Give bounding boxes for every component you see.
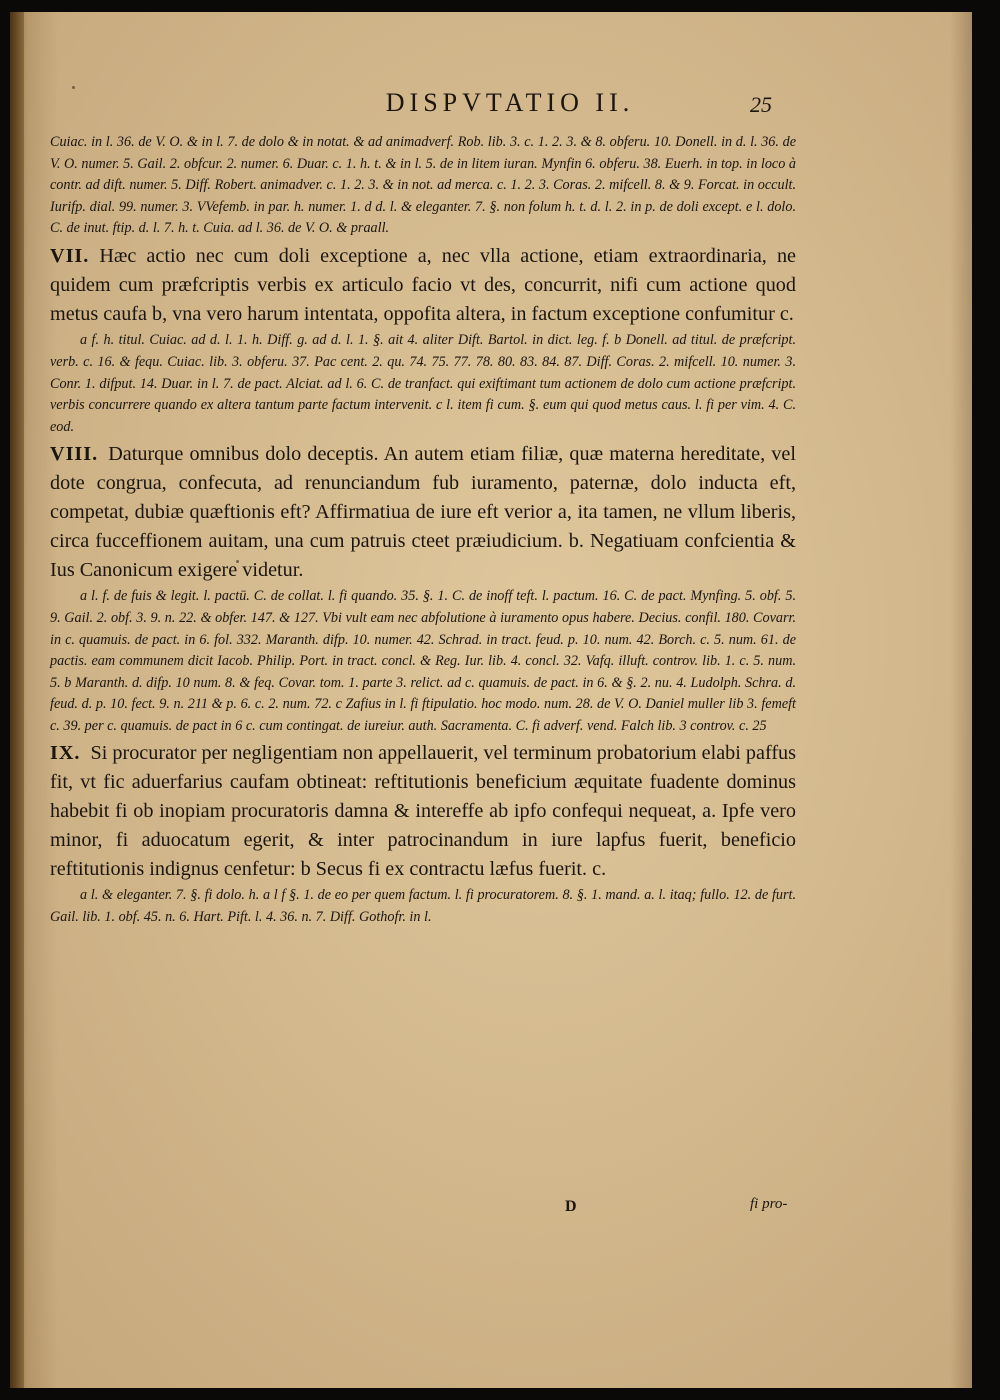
footnote-block: a l. & eleganter. 7. §. fi dolo. h. a l f §. 1. de eo per quem factum. l. fi procuratorem. 8. §. 1. mand. a. l. itaq; fullo. 12. de furt. Gail. lib. 1. obf. 45. n. 6. Hart. Pift. l. 4. 36. n. 7. Diff. Gothofr. in l. <box>50 887 796 926</box>
section-paragraph <box>50 739 796 883</box>
footnote-block: a l. f. de fuis & legit. l. pactū. C. de collat. l. fi quando. 35. §. 1. C. de inoff teft. l. pactum. 16. C. de pact. Mynfing. 5. obf. 5. 9. Gail. 2. obf. 3. 9. n. 22. & obfer. 147. & 127. Vbi vult eam nec abfolutione à iuramento opus habere. Decius. confil. 180. Covarr. in c. quamuis. de pact. in 6. fol. 332. Maranth. difp. 10. numer. 42. Schrad. in tract. feud. p. 10. num. 42. Borch. c. 5. num. 61. de pactis. eam communem dicit Iacob. Philip. Port. in tract. concl. & Reg. Iur. lib. 4. concl. 32. Vafq. illuft. controv. lib. 1. c. 5. num. 5. b Maranth. d. difp. 10 num. 8. & feq. Covar. tom. 1. parte 3. relict. ad c. quamuis. de pact. in 6. & §. 2. nu. 4. Ludolph. Schra. d. feud. d. p. 10. fect. 9. n. 211 & p. 6. c. 2. num. 72. c Zafius in l. fi ftipulatio. hoc modo. num. 28. de V. O. Daniel muller lib 3. femeft c. 39. per c. quamuis. de pact in 6 c. cum contingat. de iureiur. auth. Sacramenta. C. fi adverf. vend. Falch lib. 3 controv. c. 25 <box>50 588 796 734</box>
section-number: VII. <box>50 244 90 267</box>
page-gutter <box>10 12 24 1388</box>
footnote-block: Cuiac. in l. 36. de V. O. & in l. 7. de dolo & in notat. & ad animadverf. Rob. lib. 3. c. 1. 2. 3. & 8. obferu. 10. Donell. in d. l. 36. de V. O. numer. 5. Gail. 2. obfcur. 2. numer. 6. Duar. c. 1. h. t. & in l. 5. de in litem iuran. Mynfin 6. obferu. 38. Euerh. in top. in loco à contr. ad dift. numer. 5. Diff. Robert. animadver. c. 1. 2. 3. & in not. ad merca. c. 1. 2. 3. Coras. 2. mifcell. 8. & 9. Forcat. in occult. Iurifp. dial. 99. numer. 3. VVefemb. in par. h. numer. 1. d d. l. & eleganter. 7. §. non folum h. t. d. l. 2. in p. de doli except. e l. dolo. C. de inut. ftip. d. l. 7. h. t. Cuia. ad l. 36. de V. O. & praall. <box>50 134 796 237</box>
signature-mark: D <box>565 1198 577 1215</box>
section-text: Si procurator per negligentiam non appellauerit, vel terminum probatorium elabi paffus fit, vt fic aduerfarius caufam obtineat: reftitutionis beneficium æquitate fuadente dominus habebit fi ob inopiam procuratoris damna & intereffe ab ipfo confequi nequeat, a. Ipfe vero minor, fi aduocatum egerit, & inter patrocinandum in iure lapfus fuerit, beneficio reftitutionis indignus cenfetur: b Secus fi ex contractu læfus fuerit. c. <box>50 742 796 880</box>
section-number: VIII. <box>50 443 99 466</box>
footnote-block: a f. h. titul. Cuiac. ad d. l. 1. h. Diff. g. ad d. l. 1. §. ait 4. aliter Dift. Bartol. in dict. leg. f. b Donell. ad titul. de præfcript. verb. c. 16. & fequ. Cuiac. lib. 3. obferu. 37. Pac cent. 2. qu. 74. 75. 77. 78. 80. 83. 84. 87. Diff. Coras. 2. mifcell. 10. numer. 3. Conr. 1. difput. 14. Duar. in l. 7. de pact. Alciat. ad l. 6. C. de tranfact. qui exiftimant tum actionem de dolo cum actione præfcript. verbis concurrere quando ex altera tantum parte factum intervenit. c l. item fi cum. §. eum qui quod metus caus. l. fi per vim. 4. C. eod. <box>50 332 796 435</box>
section-paragraph <box>50 242 796 328</box>
catchword: fi pro- <box>750 1196 788 1212</box>
section-text: Daturque omnibus dolo deceptis. An autem etiam filiæ, quæ materna hereditate, vel dote congrua, confecuta, ad renunciandum fub iuramento, paternæ, dolo inducta eft, competat, dubiæ quæftionis eft? Affirmatiua de iure eft verior a, ita tamen, ne vllum liberis, circa fucceffionem auitam, una cum patruis cteet præiudicium. b. Negatiuam confcientia & Ius Canonicum exigere videtur. <box>50 443 796 581</box>
page-number: 25 <box>750 92 772 117</box>
running-title: DISPVTATIO II. <box>385 88 635 117</box>
text-column <box>50 132 796 929</box>
section-paragraph <box>50 440 796 584</box>
section-number: IX. <box>50 742 81 765</box>
section-text: Hæc actio nec cum doli exceptione a, nec vlla actione, etiam extraordinaria, ne quidem cum præfcriptis verbis ex articulo facio vt des, concurrit, nifi cum actione quod metus caufa b, vna vero harum intentata, oppofita altera, in factum exceptione confumitur c. <box>50 244 796 325</box>
